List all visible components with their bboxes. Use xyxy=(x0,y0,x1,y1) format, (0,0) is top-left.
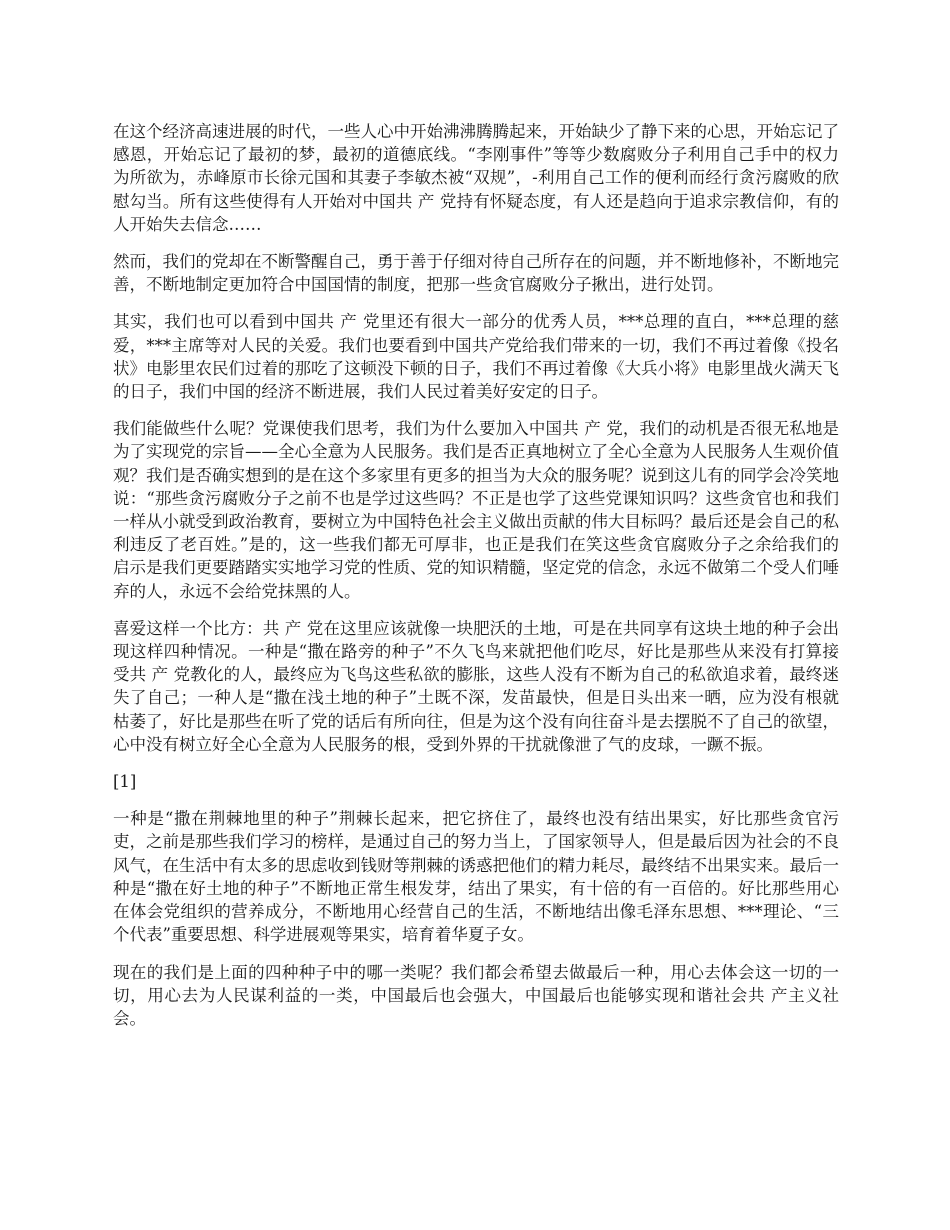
paragraph-6: 一种是“撒在荆棘地里的种子”荆棘长起来，把它挤住了，最终也没有结出果实，好比那些贪官污吏，之前是那些我们学习的榜样，是通过自己的努力当上，了国家领导人，但是最后因为社会的不良风气，在生活中有太多的思虑收到钱财等荆棘的诱惑把他们的精力耗尽，最终结不出果实来。最后一种是“撒在好土地的种子”不断地正常生根发芽，结出了果实，有十倍的有一百倍的。好比那些用心在体会党组织的营养成分，不断地用心经营自己的生活，不断地结出像毛泽东思想、***理论、“三个代表”重要思想、科学进展观等果实，培育着华夏子女。 xyxy=(113,809,839,945)
paragraph-1: 在这个经济高速进展的时代，一些人心中开始沸沸腾腾起来，开始缺少了静下来的心思，开始忘记了感恩，开始忘记了最初的梦，最初的道德底线。“李刚事件”等等少数腐败分子利用自己手中的权力为所欲为，赤峰原市长徐元国和其妻子李敏杰被“双规”，-利用自己工作的便利而经行贪污腐败的欣慰勾当。所有这些使得有人开始对中国共 产 党持有怀疑态度，有人还是趋向于追求宗教信仰，有的人开始失去信念…… xyxy=(113,122,839,234)
paragraph-2: 然而，我们的党却在不断警醒自己，勇于善于仔细对待自己所存在的问题，并不断地修补，不断地完善，不断地制定更加符合中国国情的制度，把那一些贪官腐败分子揪出，进行处罚。 xyxy=(113,252,839,295)
document-body xyxy=(113,120,839,1044)
paragraph-3: 其实，我们也可以看到中国共 产 党里还有很大一部分的优秀人员，***总理的直白，***总理的慈爱，***主席等对人民的关爱。我们也要看到中国共产党给我们带来的一切，我们不再过着像《投名状》电影里农民们过着的那吃了这顿没下顿的日子，我们不再过着像《大兵小将》电影里战火满天飞的日子，我们中国的经济不断进展，我们人民过着美好安定的日子。 xyxy=(113,312,839,402)
paragraph-7: 现在的我们是上面的四种种子中的哪一类呢？我们都会希望去做最后一种，用心去体会这一切的一切，用心去为人民谋利益的一类，中国最后也会强大，中国最后也能够实现和谐社会共 产主义社会。 xyxy=(113,962,839,1028)
paragraph-5: 喜爱这样一个比方：共 产 党在这里应该就像一块肥沃的土地，可是在共同享有这块土地的种子会出现这样四种情况。一种是“撒在路旁的种子”不久飞鸟来就把他们吃尽，好比是那些从来没有打算接受共 产 党教化的人，最终应为飞鸟这些私欲的膨胀，这些人没有不断为自己的私欲追求着，最终迷失了自己；一种人是“撒在浅土地的种子”土既不深，发苗最快，但是日头出来一晒，应为没有根就枯萎了，好比是那些在听了党的话后有所向往，但是为这个没有向往奋斗是去摆脱不了自己的欲望，心中没有树立好全心全意为人民服务的根，受到外界的干扰就像泄了气的皮球，一蹶不振。 xyxy=(113,618,839,754)
paragraph-4: 我们能做些什么呢？党课使我们思考，我们为什么要加入中国共 产 党，我们的动机是否很无私地是为了实现党的宗旨——全心全意为人民服务。我们是否正真地树立了全心全意为人民服务人生观价值观？我们是否确实想到的是在这个多家里有更多的担当为大众的服务呢？说到这儿有的同学会冷笑地说：“那些贪污腐败分子之前不也是学过这些吗？不正是也学了这些党课知识吗？这些贪官也和我们一样从小就受到政治教育，要树立为中国特色社会主义做出贡献的伟大目标吗？最后还是会自己的私利违反了老百姓。”是的，这一些我们都无可厚非，也正是我们在笑这些贪官腐败分子之余给我们的启示是我们更要踏踏实实地学习党的性质、党的知识精髓，坚定党的信念，永远不做第二个受人们唾弃的人，永远不会给党抹黑的人。 xyxy=(113,419,839,601)
footnote-marker: [1] xyxy=(113,772,137,792)
